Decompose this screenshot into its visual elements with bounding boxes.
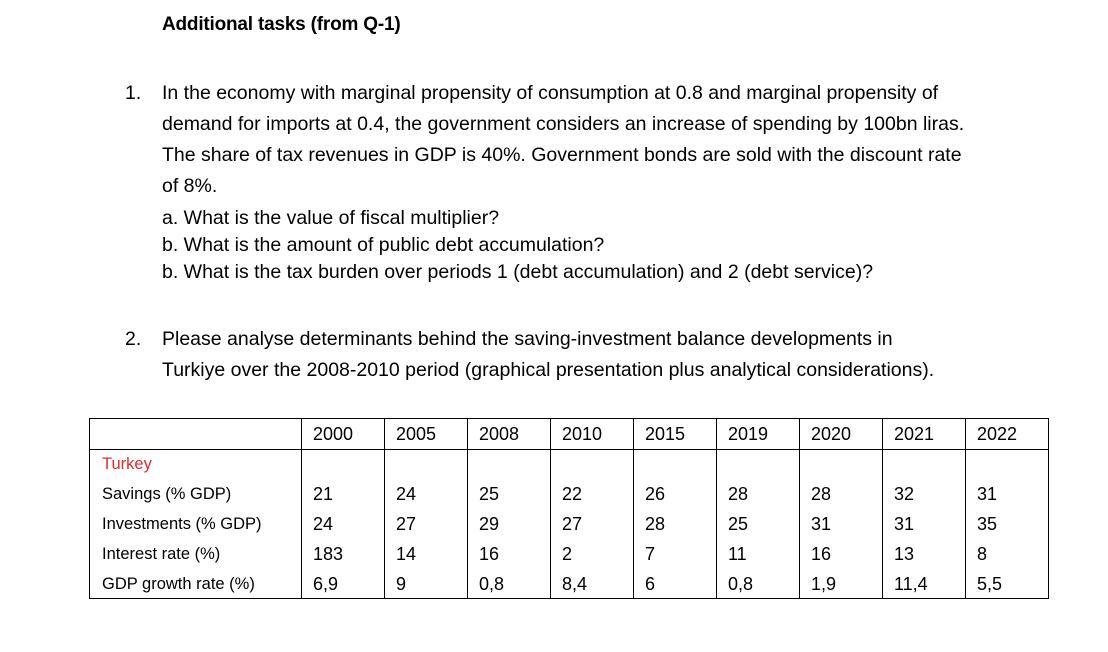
year-header: 2019 xyxy=(717,419,800,450)
country-label: Turkey xyxy=(90,450,302,479)
question-1-line: In the economy with marginal propensity of consumption at 0.8 and marginal propensity of xyxy=(162,82,939,104)
table-cell: 6 xyxy=(634,568,717,599)
row-label: Investments (% GDP) xyxy=(90,508,302,538)
table-cell: 22 xyxy=(551,478,634,508)
subquestion-b: b. What is the amount of public debt accumulation? xyxy=(162,234,605,256)
table-cell xyxy=(800,450,883,479)
table-cell: 27 xyxy=(385,508,468,538)
table-cell: 28 xyxy=(800,478,883,508)
table-cell: 29 xyxy=(468,508,551,538)
table-cell: 9 xyxy=(385,568,468,599)
year-header: 2000 xyxy=(302,419,385,450)
table-cell: 28 xyxy=(634,508,717,538)
question-2-line: Turkiye over the 2008-2010 period (graphical presentation plus analytical considerations). xyxy=(162,359,935,381)
table-cell: 24 xyxy=(385,478,468,508)
table-cell: 13 xyxy=(883,538,966,568)
year-header: 2020 xyxy=(800,419,883,450)
table-cell xyxy=(385,450,468,479)
table-cell xyxy=(717,450,800,479)
data-table xyxy=(89,418,1049,599)
table-cell: 26 xyxy=(634,478,717,508)
table-header-row xyxy=(90,419,1049,450)
year-header: 2015 xyxy=(634,419,717,450)
table-row xyxy=(90,508,1049,538)
table-cell: 28 xyxy=(717,478,800,508)
question-1-text xyxy=(162,78,1062,202)
document-title: Additional tasks (from Q-1) xyxy=(162,14,401,35)
table-cell: 21 xyxy=(302,478,385,508)
question-1-number: 1. xyxy=(125,82,142,104)
table-cell xyxy=(966,450,1049,479)
table-cell: 2 xyxy=(551,538,634,568)
table-cell: 14 xyxy=(385,538,468,568)
year-header: 2010 xyxy=(551,419,634,450)
question-1-line: demand for imports at 0.4, the government considers an increase of spending by 100bn liras. xyxy=(162,113,965,135)
table-cell: 25 xyxy=(468,478,551,508)
table-cell: 5,5 xyxy=(966,568,1049,599)
subquestion-a: a. What is the value of fiscal multiplier? xyxy=(162,207,500,229)
year-header: 2022 xyxy=(966,419,1049,450)
question-2-number: 2. xyxy=(125,328,142,350)
table-cell: 0,8 xyxy=(717,568,800,599)
row-label: Interest rate (%) xyxy=(90,538,302,568)
table-cell: 27 xyxy=(551,508,634,538)
question-1-line: The share of tax revenues in GDP is 40%. Government bonds are sold with the discount rate xyxy=(162,144,962,166)
year-header: 2008 xyxy=(468,419,551,450)
row-label: Savings (% GDP) xyxy=(90,478,302,508)
table-cell: 11,4 xyxy=(883,568,966,599)
table-cell xyxy=(468,450,551,479)
table-cell: 25 xyxy=(717,508,800,538)
table-cell: 32 xyxy=(883,478,966,508)
table-cell: 183 xyxy=(302,538,385,568)
table-country-row xyxy=(90,450,1049,479)
table-cell: 31 xyxy=(966,478,1049,508)
table-cell: 24 xyxy=(302,508,385,538)
row-label: GDP growth rate (%) xyxy=(90,568,302,599)
subquestion-b2: b. What is the tax burden over periods 1 (debt accumulation) and 2 (debt service)? xyxy=(162,261,874,283)
table-cell: 35 xyxy=(966,508,1049,538)
year-header: 2021 xyxy=(883,419,966,450)
table-cell: 6,9 xyxy=(302,568,385,599)
question-1-line: of 8%. xyxy=(162,175,218,197)
table-row xyxy=(90,538,1049,568)
table-cell xyxy=(551,450,634,479)
table-cell: 31 xyxy=(800,508,883,538)
year-header: 2005 xyxy=(385,419,468,450)
table-cell xyxy=(634,450,717,479)
table-cell: 16 xyxy=(800,538,883,568)
table-row xyxy=(90,478,1049,508)
table-cell: 16 xyxy=(468,538,551,568)
question-2-text xyxy=(162,324,1062,386)
table-cell xyxy=(302,450,385,479)
question-2-line: Please analyse determinants behind the saving-investment balance developments in xyxy=(162,328,893,350)
question-1-subquestions xyxy=(162,205,1062,286)
table-cell: 0,8 xyxy=(468,568,551,599)
table-cell: 8,4 xyxy=(551,568,634,599)
table-cell: 1,9 xyxy=(800,568,883,599)
table-cell: 11 xyxy=(717,538,800,568)
table-corner-cell xyxy=(90,419,302,450)
table-cell: 31 xyxy=(883,508,966,538)
table-cell: 8 xyxy=(966,538,1049,568)
table-cell: 7 xyxy=(634,538,717,568)
table-row xyxy=(90,568,1049,599)
table-cell xyxy=(883,450,966,479)
